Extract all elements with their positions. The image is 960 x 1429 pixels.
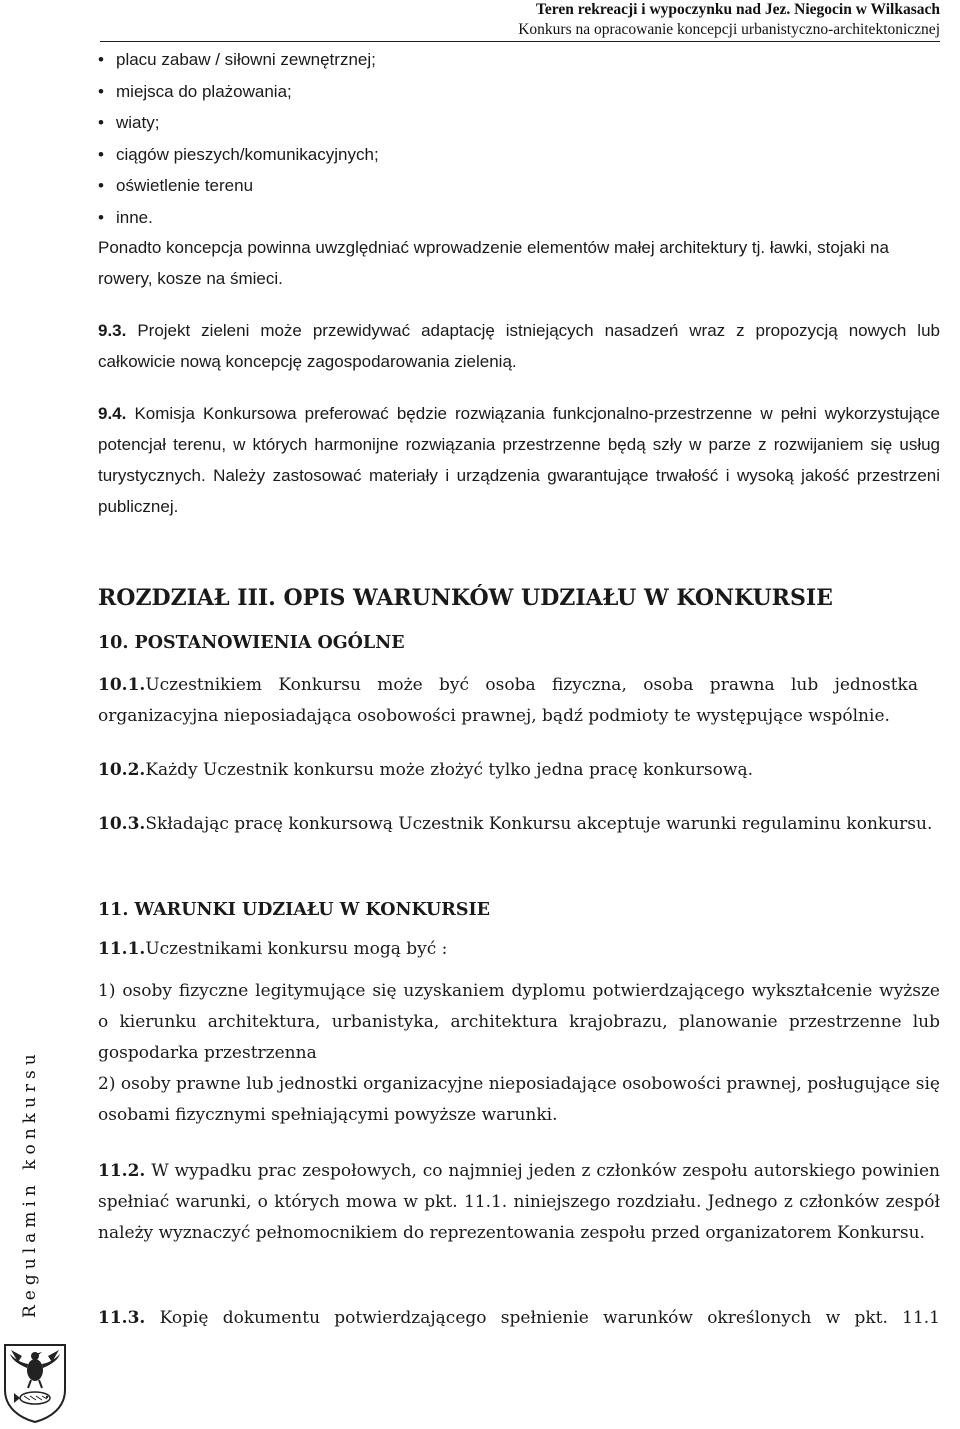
eligibility-item-2: 2) osoby prawne lub jednostki organizacyjne nieposiadające osobowości prawnej, posługujące się osobami fizycznymi spełniającymi powyższe warunki. xyxy=(98,1074,940,1125)
section-number: 11.3. xyxy=(98,1308,146,1328)
section-10-3 xyxy=(98,809,940,840)
page-header xyxy=(100,0,940,42)
section-9-3 xyxy=(98,315,940,377)
section-text: Uczestnikami konkursu mogą być : xyxy=(145,939,448,959)
side-label: Regulamin konkursu xyxy=(20,1049,40,1318)
section-number: 10.2. xyxy=(98,760,146,780)
section-9-4 xyxy=(98,398,940,522)
section-text: Każdy Uczestnik konkursu może złożyć tylko jedna pracę konkursową. xyxy=(145,760,753,780)
list-item: • oświetlenie terenu xyxy=(98,170,940,202)
header-subtitle: Konkurs na opracowanie koncepcji urbanistyczno-architektonicznej xyxy=(518,21,940,38)
section-text: Kopię dokumentu potwierdzającego spełnienie warunków określonych w pkt. 11.1 xyxy=(159,1308,940,1328)
list-item: • ciągów pieszych/komunikacyjnych; xyxy=(98,139,940,171)
section-text: Projekt zieleni może przewidywać adaptację istniejących nasadzeń wraz z propozycją nowych lub całkowicie nową koncepcję zagospodarowania zielenią. xyxy=(98,321,940,371)
list-item: • inne. xyxy=(98,202,940,234)
section-11-1 xyxy=(98,934,940,965)
header-title: Teren rekreacji i wypoczynku nad Jez. Niegocin w Wilkasach xyxy=(535,1,940,18)
section-text: W wypadku prac zespołowych, co najmniej jeden z członków zespołu autorskiego powinien spełniać warunki, o których mowa w pkt. 11.1. niniejszego rozdziału. Jednego z członków zespół należy wyznaczyć pełnomocnikiem do reprezentowania zespołu przed organizatorem Konkursu. xyxy=(98,1161,940,1243)
element-list xyxy=(98,44,940,233)
list-item: • placu zabaw / siłowni zewnętrznej; xyxy=(98,44,940,76)
section-text: Komisja Konkursowa preferować będzie rozwiązania funkcjonalno-przestrzenne w pełni wykorzystujące potencjał terenu, w których harmonijne rozwiązania przestrzenne będą szły w parze z rozwijaniem się usług turystycznych. Należy zastosować materiały i urządzenia gwarantujące trwałość i wysoką jakość przestrzeni publicznej. xyxy=(98,404,940,516)
list-item: • miejsca do plażowania; xyxy=(98,76,940,108)
section-number: 9.3. xyxy=(98,321,127,340)
section-text: Uczestnikiem Konkursu może być osoba fizyczna, osoba prawna lub jednostka organizacyjna nieposiadająca osobowości prawnej, bądź podmioty te występujące wspólnie. xyxy=(98,675,918,726)
section-11-heading: 11. WARUNKI UDZIAŁU W KONKURSIE xyxy=(98,900,491,920)
section-number: 10.1. xyxy=(98,675,146,695)
intro-paragraph: Ponadto koncepcja powinna uwzględniać wprowadzenie elementów małej architektury tj. ławki, stojaki na rowery, kosze na śmieci. xyxy=(98,238,889,288)
section-number: 10.3. xyxy=(98,814,146,834)
section-10-heading: 10. POSTANOWIENIA OGÓLNE xyxy=(98,633,405,653)
section-number: 11.1. xyxy=(98,939,146,959)
coat-of-arms-icon xyxy=(2,1342,68,1424)
section-11-3 xyxy=(98,1303,940,1334)
section-text: Składając pracę konkursową Uczestnik Konkursu akceptuje warunki regulaminu konkursu. xyxy=(145,814,933,834)
section-10-1 xyxy=(98,670,918,732)
section-number: 11.2. xyxy=(98,1161,146,1181)
section-number: 9.4. xyxy=(98,404,127,423)
section-10-2 xyxy=(98,755,940,786)
section-11-2 xyxy=(98,1156,940,1249)
list-item: • wiaty; xyxy=(98,107,940,139)
chapter-heading: ROZDZIAŁ III. OPIS WARUNKÓW UDZIAŁU W KONKURSIE xyxy=(98,585,833,611)
eligibility-item-1: 1) osoby fizyczne legitymujące się uzyskaniem dyplomu potwierdzającego wykształcenie wyższe o kierunku architektura, urbanistyka, architektura krajobrazu, planowanie przestrzenne lub gospodarka przestrzenna xyxy=(98,981,940,1063)
